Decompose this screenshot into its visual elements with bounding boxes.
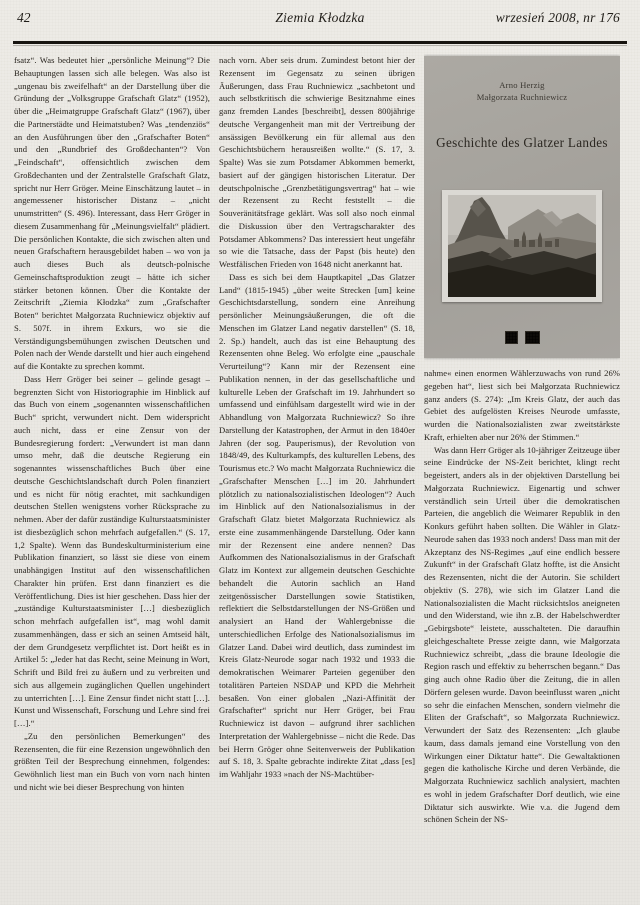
paragraph: nahme« einen enormen Wählerzuwachs von rund 26% gegeben hat“, liest sich bei Małgorzata Ruchniewicz ganz anders (S. 274): „Im Kreis Glatz, der auch das Gebiet des aufgelösten Kreises Neurode umfasste, wurden die Nationalsozialisten zwar zweitstärkste Kraft, erhielten aber nur 26% der Stimmen.“	[424, 368, 620, 442]
paragraph: Dass Herr Gröger bei seiner – gelinde gesagt – begrenzten Sicht von Historiographie im Hinblick auf das Buch von einem „sogenannten wissenschaftlichen Buch“ spricht, verwundert nicht. Dem widerspricht auch nicht, dass er eine Zensur von der Bundesregierung fordert: „Verwundert ist man dann umso mehr, daß die deutsche Regierung ein sogenanntes wissenschaftliches Buch über eine deutsche Geschichtslandschaft durch Polen finanziert und es nicht für nötig erachtet, mit sachkundigen deutschen Stellen wenigstens vorher Rücksprache zu nehmen. Aber der dafür zuständige Kulturstaatsminister ist diesbezüglich schon mehrfach aufgefallen.“ (S. 17, 1,2 Spalte). Wenn das Bundeskulturministerium eine Publikation finanziert, so lässt sie diese von einem unabhängigen Institut auf den wissenschaftlichen Charakter hin prüfen. Erst dann finanziert es die Veröffentlichung. Dies ist hier geschehen. Dass hier der „zuständige Kulturstaatsminister […] diesbezüglich schon mehrfach aufgefallen ist“, mag wohl damit zusammenhängen, dass er sich an seinen Amtseid hält, der dem Grundgesetz verpflichtet ist. Dort heißt es in Artikel 5: „Jeder hat das Recht, seine Meinung in Wort, Schrift und Bild frei zu äußern und zu verbreiten und sich aus allgemein zugänglichen Quellen ungehindert zu unterrichten […]. Eine Zensur findet nicht statt […]. Kunst und Wissenschaft, Forschung und Lehre sind frei […].“	[14, 373, 210, 728]
paragraph: fsatz“. Was bedeutet hier „persönliche Meinung“? Die Behauptungen lassen sich alle belegen. Was also ist „ungenau bis zweifelhaft“ an der Darstellung über die Gründung der „Volksgruppe Grafschaft Glatz“ (1952), über die „Heimatgruppe Grafschaft Glatz“ (1967), über die Partnerstädte und Heimatstuben? Was „tendenziös“ an den Ausführungen über den „Grafschafter Boten“ und den „Rundbrief des Großdechanten“? Von „Feindschaft“, offensichtlich zwischen dem Großdechanten und der Zentralstelle Grafschaft Glatz, spricht nur Herr Gröger. Meine Einschätzung lautet – in angemessener historischer Distanz – „nicht unumstritten“ (S. 496). Interessant, dass Herr Gröger in diesem Zusammenhang für „Meinungsvielfalt“ plädiert. Die persönlichen Kontakte, die sich zwischen alten und neuen Grafschaftern herausgebildet haben – wo von ja auch dieses Buch als deutsch-polnische Gemeinschaftsproduktion zeugt – hätte ich sicher stärker betonen können. Über die Kontakte der Zeitschrift „Ziemia Kłodzka“ zum „Grafschafter Boten“ berichtet Małgorzata Ruchniewicz objektiv auf S. 507f. in ihrem Exkurs, wo sie die Verständigungsbemühungen zwischen Deutschen und Polen nach der Wende darstellt und hier auch eingehend auf die Kontakte zu sprechen kommt.	[14, 55, 210, 371]
text-column-1	[14, 54, 210, 898]
page-number: 42	[17, 10, 31, 25]
publisher-logos	[506, 332, 539, 343]
text-column-3-paragraphs	[424, 367, 620, 826]
journal-title: Ziemia Kłodzka	[275, 10, 365, 25]
cover-painting-frame	[442, 190, 602, 302]
paragraph: „Zu den persönlichen Bemerkungen“ des Rezensenten, die für eine Rezension ungewöhnlich den größten Teil der Besprechung einnehmen, folgendes: Gewöhnlich liest man ein Buch von vorn nach hinten und nicht wie bei dieser Besprechung von hinten	[14, 730, 210, 792]
text-column-2	[219, 54, 415, 898]
book-cover	[424, 56, 620, 358]
landscape-painting	[448, 195, 596, 297]
publisher-logo-left-icon	[506, 332, 517, 343]
book-author-1: Arno Herzig	[499, 80, 545, 90]
article-body	[0, 46, 640, 898]
publisher-logo-right-icon	[526, 332, 539, 343]
issue-info: wrzesień 2008, nr 176	[495, 10, 620, 25]
text-column-3	[424, 54, 620, 898]
page-header	[0, 0, 640, 38]
book-cover-authors	[477, 80, 568, 103]
paragraph: Was dann Herr Gröger als 10-jähriger Zeitzeuge über seine Eindrücke der NS-Zeit berichtet, klingt recht begeistert, anders als in der objektiven Darstellung bei Małgorzata Ruchniewicz. Eigenartig und schwer verständlich sein Urteil über die demokratischen Parteien, die angeblich die Weimarer Republik in den Konkurs geführt haben sollten. Die Wähler in Glatz-Neurode sahen das 1933 noch anders! Dass man mit der Akzeptanz des NS-Regimes „auf eine endlich bessere Zukunft“ in der Grafschaft Glatz hoffte, ist die Ansicht des Rezensenten, nicht die der Autorin. Sie schildert objektiv (S. 278), wie sich im Glatzer Land die Nationalsozialisten die Macht rücksichtslos aneigneten und den Widerstand, wie ihn z.B. der Habelschwerdter „Gebirgsbote“ leistete, ausschalteten. Die daraufhin gleichgeschaltete Presse zeigte dann, wie Małgorzata Ruchniewicz schreibt, „dass die braune Ideologie die Region rasch und effektiv zu beherrschen begann.“ Das ging auch ohne Radio über die Zeitung, die in allen Dörfern gelesen wurde. Davon beeinflusst waren „nicht so sehr die einfachen Menschen, sondern vielmehr die Eliten der Grafschaft“, so Małgorzata Ruchniewicz. Verwundert der Satz des Rezensenten: „Ich glaube kaum, dass damals jemand eine Vorstellung von den Wirkungen einer Diktatur hatte“. Die Gewaltaktionen gegen die katholische Kirche und deren Verbände, die Małgorzata Ruchniewicz sachlich analysiert, machten es wohl in jedem Grafschafter Dorf deutlich, wie eine Diktatur sich auswirkte. Wie v.a. die Jugend dem schönen Schein der NS-	[424, 444, 620, 825]
paragraph: nach vorn. Aber seis drum. Zumindest betont hier der Rezensent im Gegensatz zu seinen übrigen Äußerungen, dass Frau Ruchniewicz „sachbetont und auch selbstkritisch die schwierige Besitznahme eines ganz fremden Landes [beschreibt], dessen 800jährige deutsche Vergangenheit man mit der Vertreibung der ansässigen Bevölkerung ein für allemal aus den Geschichtsbüchern herausreißen wollte.“ (S. 17, 3. Spalte) Was sie zum Potsdamer Abkommen bemerkt, basiert auf der gängigen historischen Literatur. Der deutschpolnische „Grenzbetätigungsvertrag“ hat – wie der Rezensent zu Recht feststellt – die Souveränitätsfrage geklärt. Was soll also noch einmal die Diskussion über den Vertragscharakter des Potsdamer Abkommens? Das interessiert heut ungefähr so wie die Tatsache, dass der Papst (bis heute) den Westfälischen Frieden von 1648 nicht anerkannt hat.	[219, 55, 415, 269]
paragraph: Dass es sich bei dem Hauptkapitel „Das Glatzer Land“ (1815-1945) „über weite Strecken [um] keine Geschichtsdarstellung, sondern eine Anreihung persönlicher Meinungsäußerungen, die oft die Menschen im Glatzer Land negativ darstellen“ (S. 18, 2. Sp.) handelt, auch das ist eine Behauptung des Rezensenten ohne Beleg. Wo erfolgte eine „pauschale Verurteilung“? Kann mir der Rezensent eine Publikation nennen, in der das gesellschaftliche und kulturelle Leben der Grafschaft im 19. Jahrhundert so umfassend und einfühlsam dargestellt wird wie in der Abhandlung von Małgorzata Ruchniewicz? So ihre Darstellung der Katastrophen, der Armut in den 1840er Jahren (der sog. Pauperismus), der Revolution von 1848/49, des Kulturkampfs, des kulturellen Lebens, des Tourismus etc.? Wo macht Małgorzata Ruchniewicz die „Grafschafter Menschen […] im 20. Jahrhundert plötzlich zu nationalsozialistischen Ideologen“? Auch im Hinblick auf den Nationalsozialismus in der Grafschaft Glatz bietet Małgorzata Ruchniewicz als erste eine zusammenhängende Darstellung. Oder kann mir der Rezensent eine andere nennen? Das Aufkommen des Nationalsozialismus in der Grafschaft Glatz im Kontext zur allgemein deutschen Geschichte behandelt die Autorin sachlich an Hand zeitgenössischer Darstellungen sowie Statistiken, reflektiert die Selbstdarstellungen der NS-Größen und analysiert an Hand der Wahlergebnisse die unterschiedlichen Erfolge des Nationalsozialismus im Glatzer Land. Dabei wird deutlich, dass zumindest im Kreis Glatz-Neurode sogar nach 1932 und 1933 die demokratischen Weimarer Parteien gegenüber den totalitären Parteien NSDAP und KPD die Mehrheit besaßen. Von einer globalen „Nazi-Affinität der Grafschafter“ spricht nur Herr Gröger, bei Frau Ruchniewicz ist davon – aufgrund ihrer sachlichen Interpretation der Wahlergebnisse – nicht die Rede. Das bei Herrn Gröger ohne Seitenverweis der Publikation auf S. 18, 3. Spalte gebrachte indirekte Zitat „dass [es] im Wahljahr 1933 »nach der NS-Machtüber-	[219, 271, 415, 779]
book-cover-title: Geschichte des Glatzer Landes	[436, 135, 608, 150]
book-author-2: Małgorzata Ruchniewicz	[476, 91, 568, 102]
